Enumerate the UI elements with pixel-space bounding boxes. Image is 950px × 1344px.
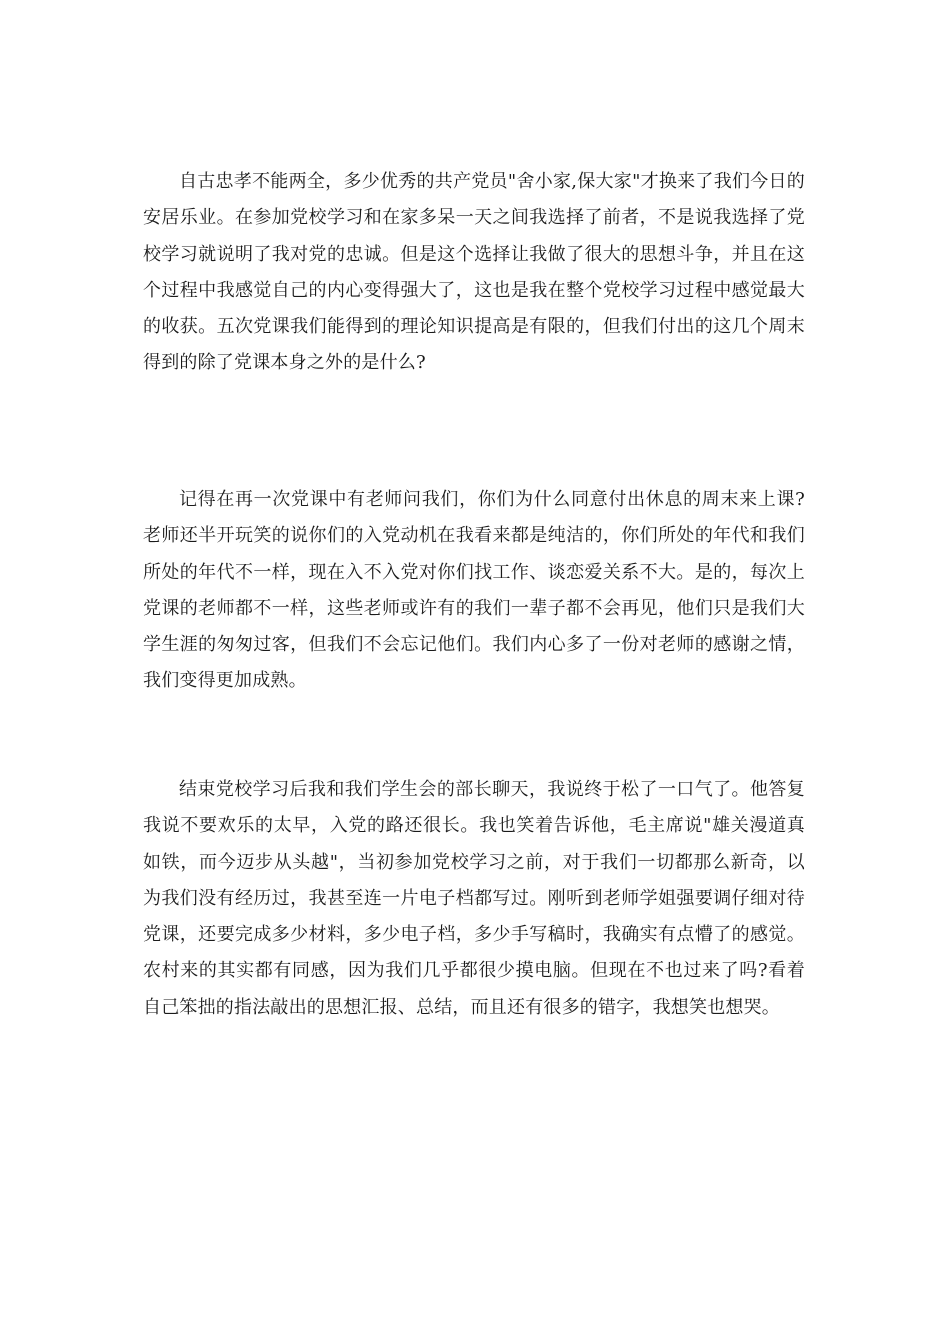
paragraph-2: 记得在再一次党课中有老师问我们，你们为什么同意付出休息的周末来上课?老师还半开玩笑的说你们的入党动机在我看来都是纯洁的，你们所处的年代和我们所处的年代不一样，现在入不入党对你们找工作、谈恋爱关系不大。是的，每次上党课的老师都不一样，这些老师或许有的我们一辈子都不会再见，他们只是我们大学生涯的匆匆过客，但我们不会忘记他们。我们内心多了一份对老师的感谢之情，我们变得更加成熟。 xyxy=(143,489,805,692)
paragraph-1: 自古忠孝不能两全，多少优秀的共产党员"舍小家,保大家"才换来了我们今日的安居乐业。在参加党校学习和在家多呆一天之间我选择了前者，不是说我选择了党校学习就说明了我对党的忠诚。但是这个选择让我做了很大的思想斗争，并且在这个过程中我感觉自己的内心变得强大了，这也是我在整个党校学习过程中感觉最大的收获。五次党课我们能得到的理论知识提高是有限的，但我们付出的这几个周末得到的除了党课本身之外的是什么? xyxy=(143,171,805,374)
paragraph-3: 结束党校学习后我和我们学生会的部长聊天，我说终于松了一口气了。他答复我说不要欢乐的太早，入党的路还很长。我也笑着告诉他，毛主席说"雄关漫道真如铁，而今迈步从头越"，当初参加党校学习之前，对于我们一切都那么新奇，以为我们没有经历过，我甚至连一片电子档都写过。刚听到老师学姐强要调仔细对待党课，还要完成多少材料，多少电子档，多少手写稿时，我确实有点懵了的感觉。农村来的其实都有同感，因为我们几乎都很少摸电脑。但现在不也过来了吗?看着自己笨拙的指法敲出的思想汇报、总结，而且还有很多的错字，我想笑也想哭。 xyxy=(143,779,805,1018)
